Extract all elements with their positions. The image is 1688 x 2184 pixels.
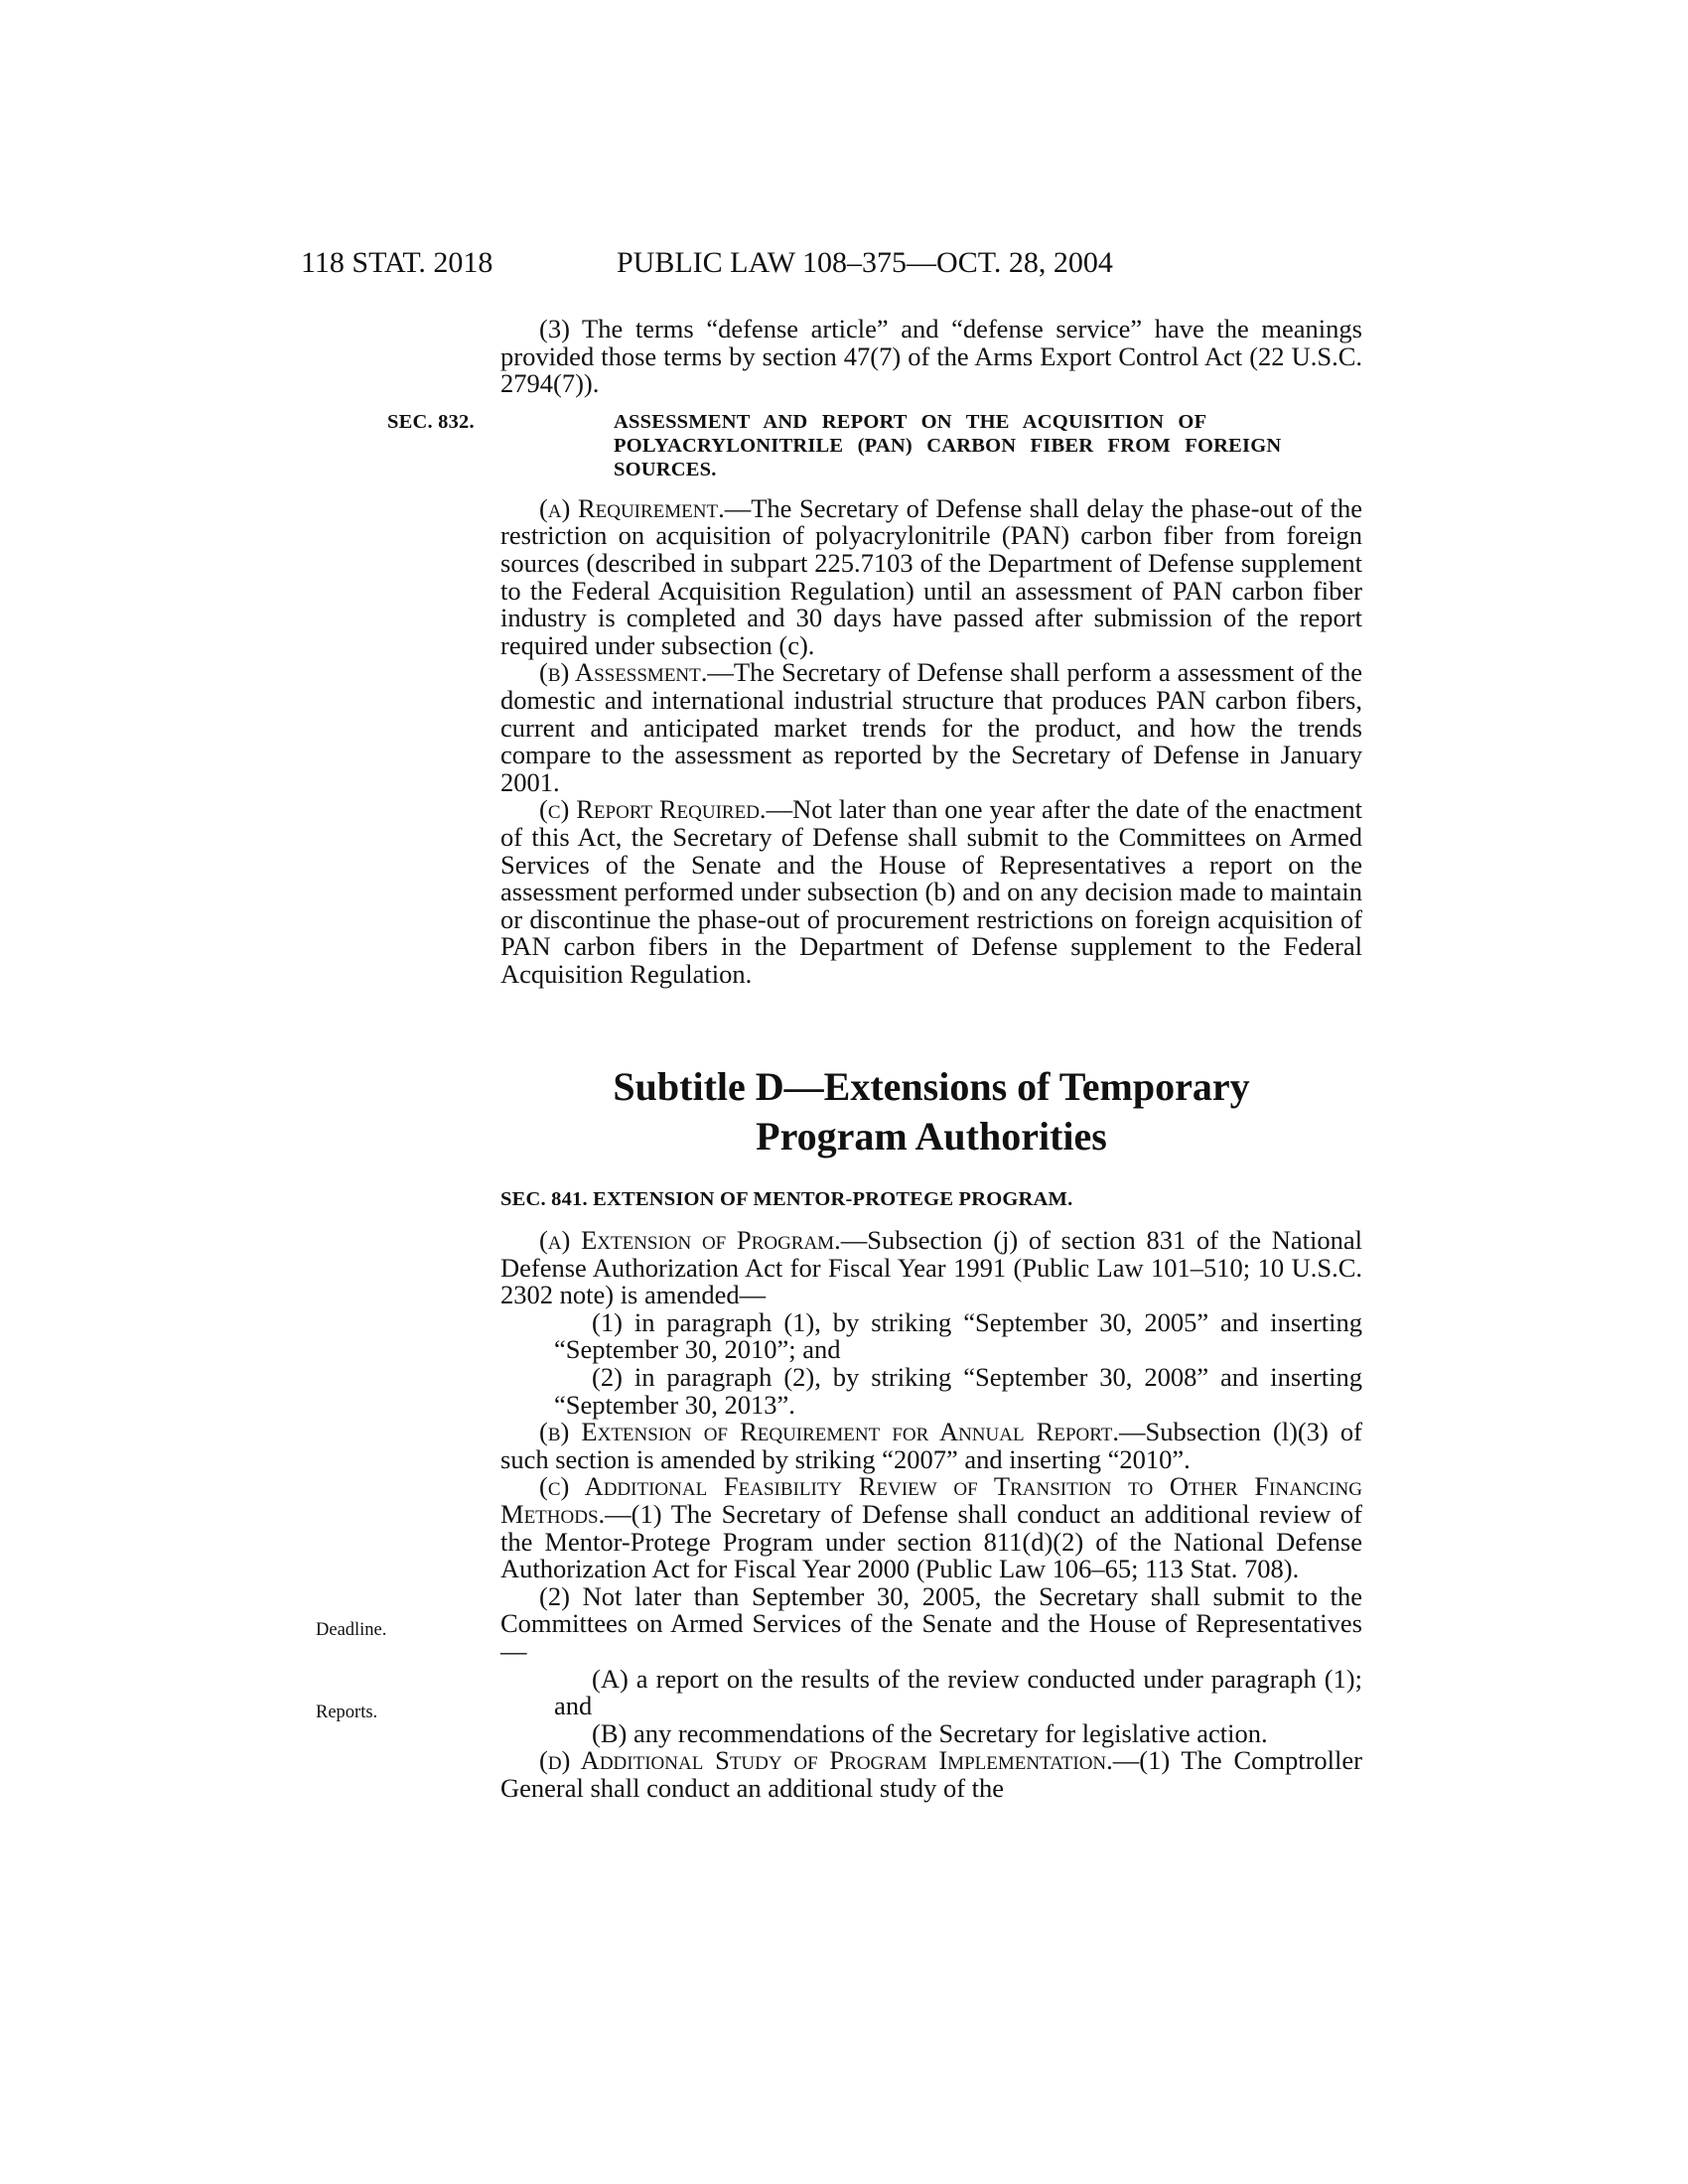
subsection-a-text: —The Secretary of Defense shall delay the phase-out of the restriction on acquisition of polyacrylonitrile (PAN) carbon fiber from foreign sources (described in subpart 225.7103 of the Department of Defense supplement to the Federal Acquisition Regulation) until an assessment of PAN carbon fiber industry is completed and 30 days have passed after submission of the report required under subsection (c). [500, 492, 1362, 660]
sec841-b-label: (b) Extension of Requirement for Annual Report. [539, 1417, 1120, 1447]
subtitle-block [500, 1062, 1362, 1161]
section-832-number: SEC. 832. [387, 410, 475, 433]
section-832-title: ASSESSMENT AND REPORT ON THE ACQUISITION OF POLYACRYLONITRILE (PAN) CARBON FIBER FROM FOREIGN SOURCES. [614, 410, 1282, 480]
sec841-c-item-B [500, 1717, 1362, 1748]
subtitle-line-2: Program Authorities [756, 1114, 1107, 1159]
section-841-subsection-c [500, 1473, 1362, 1582]
sec841-cB-text: (B) any recommendations of the Secretary for legislative action. [592, 1717, 1268, 1748]
margin-note-deadline: Deadline. [316, 1620, 387, 1640]
section-832-subsection-a [500, 492, 1362, 660]
public-law-citation: PUBLIC LAW 108–375—OCT. 28, 2004 [617, 246, 1113, 279]
section-832-heading [387, 410, 1362, 481]
sec841-c-paragraph-2: (2) Not later than September 30, 2005, the Secretary shall submit to the Committees on Armed Services of the Senate and the House of Representatives— [500, 1580, 1362, 1666]
sec841-c-text: —(1) The Secretary of Defense shall conduct an additional review of the Mentor-Protege Program under section 811(d)(2) of the National Defense Authorization Act for Fiscal Year 2000 (Public Law 106–65; 113 Stat. 708). [500, 1498, 1362, 1584]
sec841-paragraph-1 [500, 1306, 1362, 1365]
body-lower [500, 1187, 1362, 1802]
section-841-subsection-b [500, 1419, 1362, 1473]
subsection-b-text: —The Secretary of Defense shall perform a assessment of the domestic and international industrial structure that produces PAN carbon fibers, current and anticipated market trends for the product, and how the trends compare to the assessment as reported by the Secretary of Defense in January 2001. [500, 657, 1362, 797]
subsection-c-text: —Not later than one year after the date of the enactment of this Act, the Secretary of Defense shall submit to the Committees on Armed Services of the Senate and the House of Representatives a report on the assessment performed under subsection (b) and on any decision made to maintain or discontinue the phase-out of procurement restrictions on foreign acquisition of PAN carbon fibers in the Department of Defense supplement to the Federal Acquisition Regulation. [500, 794, 1362, 989]
subsection-c-label: (c) Report Required. [539, 794, 767, 825]
subtitle-line-1: Subtitle D—Extensions of Temporary [613, 1064, 1250, 1109]
sec841-a-label: (a) Extension of Program. [539, 1225, 841, 1255]
section-841-heading: SEC. 841. EXTENSION OF MENTOR-PROTEGE PROGRAM. [500, 1188, 1073, 1210]
section-832-subsection-b [500, 659, 1362, 796]
sec841-a-text: —Subsection (j) of section 831 of the National Defense Authorization Act for Fiscal Year 1991 (Public Law 101–510; 10 U.S.C. 2302 note) is amended— [500, 1225, 1362, 1310]
sec841-b-text: —Subsection (l)(3) of such section is amended by striking “2007” and inserting “2010”. [500, 1417, 1363, 1474]
sec841-c-item-A [500, 1663, 1362, 1721]
statute-page-number: 118 STAT. 2018 [301, 246, 493, 279]
sec841-a1-text: (1) in paragraph (1), by striking “September 30, 2005” and inserting “September 30, 2010”; and [554, 1306, 1362, 1365]
sec841-a2-text: (2) in paragraph (2), by striking “September 30, 2008” and inserting “September 30, 2013”. [554, 1361, 1362, 1420]
sec841-d-label: (d) Additional Study of Program Implementation. [539, 1745, 1113, 1776]
subsection-b-label: (b) Assessment. [539, 657, 708, 688]
paragraph-defense-terms: (3) The terms “defense article” and “defense service” have the meanings provided those terms by section 47(7) of the Arms Export Control Act (22 U.S.C. 2794(7)). [500, 314, 1362, 399]
section-841-subsection-d [500, 1747, 1362, 1802]
margin-note-reports: Reports. [316, 1703, 378, 1722]
subsection-a-label: (a) Requirement. [539, 492, 725, 523]
sec841-paragraph-2 [500, 1361, 1362, 1420]
sec841-d-text: —(1) The Comptroller General shall conduct an additional study of the [500, 1745, 1362, 1803]
section-841-subsection-a [500, 1227, 1362, 1309]
sec841-cA-text: (A) a report on the results of the review conducted under paragraph (1); and [554, 1663, 1362, 1721]
sec841-c-label: (c) Additional Feasibility Review of Transition to Other Financing Methods. [500, 1471, 1362, 1529]
section-832-subsection-c [500, 796, 1362, 988]
body-upper [387, 314, 1362, 989]
running-header [0, 246, 1688, 286]
